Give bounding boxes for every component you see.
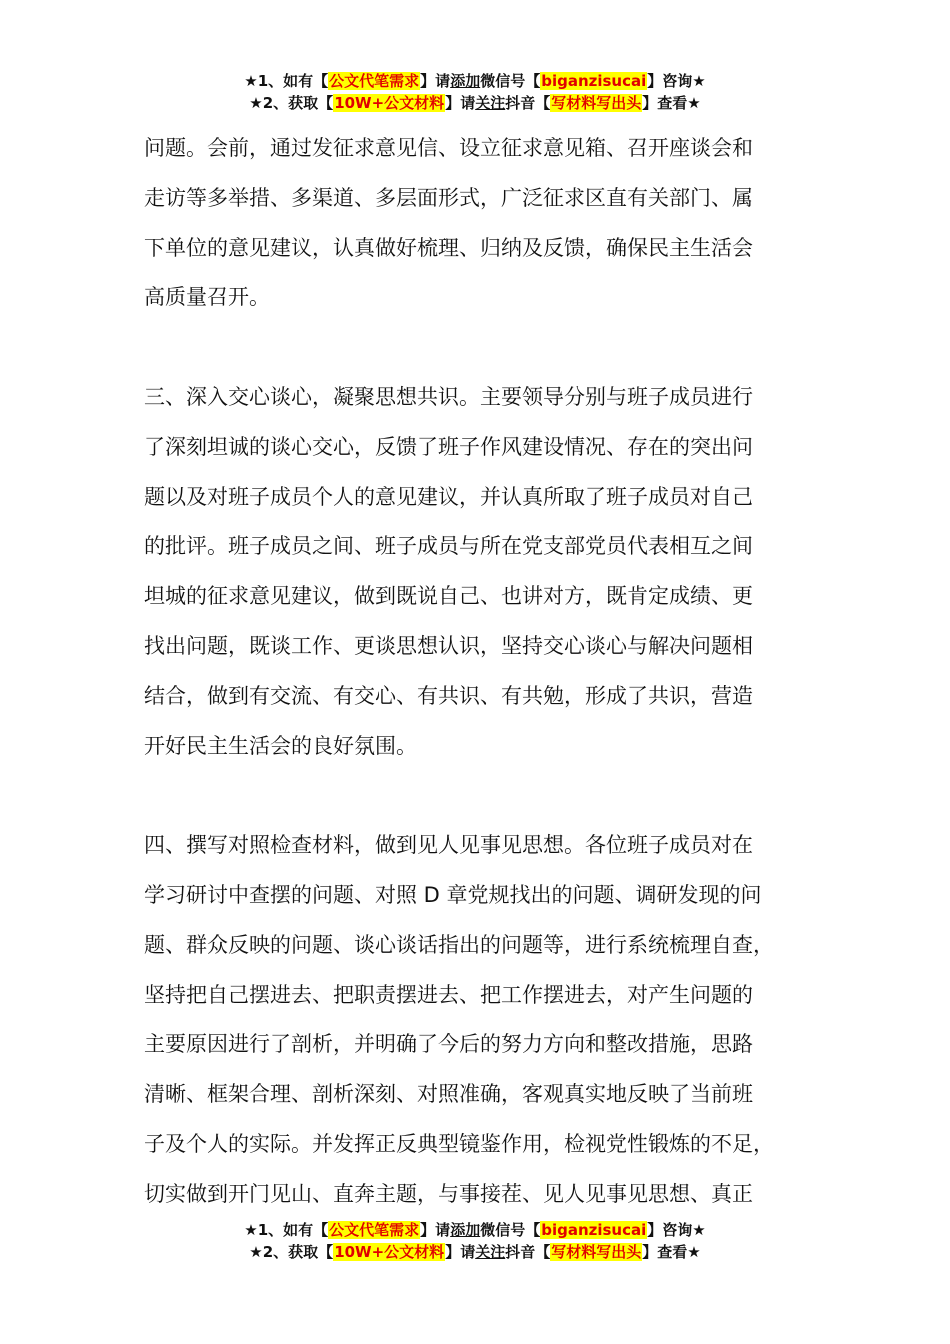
banner-douyin-id: 写材料写出头 bbox=[551, 1243, 642, 1261]
banner-text: 抖音【 bbox=[505, 94, 551, 112]
text-line: 下单位的意见建议，认真做好梳理、归纳及反馈，确保民主生活会 bbox=[144, 235, 753, 260]
header-banner bbox=[0, 70, 950, 114]
text-line: 四、撰写对照检查材料，做到见人见事见思想。各位班子成员对在 bbox=[144, 833, 753, 858]
banner-line-1 bbox=[0, 70, 950, 92]
banner-text: ★2、获取【 bbox=[249, 1243, 334, 1261]
text-line: 学习研讨中查摆的问题、对照 D 章党规找出的问题、调研发现的问 bbox=[144, 882, 762, 907]
banner-highlight: 公文代笔需求 bbox=[329, 72, 420, 90]
document-body bbox=[144, 124, 834, 1220]
banner-line-2 bbox=[0, 92, 950, 114]
banner-highlight: 10W+公文材料 bbox=[334, 94, 445, 112]
text-line: 主要原因进行了剖析，并明确了今后的努力方向和整改措施，思路 bbox=[144, 1032, 753, 1057]
banner-text: ★2、获取【 bbox=[249, 94, 334, 112]
text-line: 题以及对班子成员个人的意见建议，并认真所取了班子成员对自己 bbox=[144, 484, 753, 509]
banner-text: 】查看★ bbox=[642, 1243, 701, 1261]
banner-wechat-id: biganzisucai bbox=[541, 1221, 647, 1239]
banner-text: 】请 bbox=[445, 1243, 476, 1261]
banner-text: 】咨询★ bbox=[647, 72, 706, 90]
paragraph-3 bbox=[144, 821, 834, 1219]
banner-underlined: 添加 bbox=[450, 1221, 481, 1239]
banner-text: 】请 bbox=[420, 1221, 451, 1239]
text-line: 清晰、框架合理、剖析深刻、对照准确，客观真实地反映了当前班 bbox=[144, 1082, 753, 1107]
text-line: 题、群众反映的问题、谈心谈话指出的问题等，进行系统梳理自查， bbox=[144, 932, 774, 957]
text-line: 坚持把自己摆进去、把职责摆进去、把工作摆进去，对产生问题的 bbox=[144, 982, 753, 1007]
banner-text: 抖音【 bbox=[505, 1243, 551, 1261]
banner-underlined: 添加 bbox=[450, 72, 481, 90]
text-line: 子及个人的实际。并发挥正反典型镜鉴作用，检视党性锻炼的不足， bbox=[144, 1131, 774, 1156]
paragraph-1 bbox=[144, 124, 834, 323]
paragraph-2 bbox=[144, 373, 834, 771]
banner-text: 】咨询★ bbox=[647, 1221, 706, 1239]
text-line: 问题。会前，通过发征求意见信、设立征求意见箱、召开座谈会和 bbox=[144, 136, 753, 160]
banner-text: 微信号【 bbox=[480, 1221, 541, 1239]
banner-highlight: 公文代笔需求 bbox=[329, 1221, 420, 1239]
banner-line-1 bbox=[0, 1219, 950, 1241]
banner-text: 】查看★ bbox=[642, 94, 701, 112]
banner-text: 】请 bbox=[420, 72, 451, 90]
banner-underlined: 关注 bbox=[475, 1243, 506, 1261]
banner-highlight: 10W+公文材料 bbox=[334, 1243, 445, 1261]
banner-text: 微信号【 bbox=[480, 72, 541, 90]
text-line: 走访等多举措、多渠道、多层面形式，广泛征求区直有关部门、属 bbox=[144, 185, 753, 210]
banner-douyin-id: 写材料写出头 bbox=[551, 94, 642, 112]
banner-wechat-id: biganzisucai bbox=[541, 72, 647, 90]
text-line: 找出问题，既谈工作、更谈思想认识，坚持交心谈心与解决问题相 bbox=[144, 633, 753, 658]
text-line: 坦城的征求意见建议，做到既说自己、也讲对方，既肯定成绩、更 bbox=[144, 584, 753, 609]
text-line: 开好民主生活会的良好氛围。 bbox=[144, 733, 417, 758]
banner-text: ★1、如有【 bbox=[244, 1221, 329, 1239]
text-line: 的批评。班子成员之间、班子成员与所在党支部党员代表相互之间 bbox=[144, 534, 753, 559]
text-line: 切实做到开门见山、直奔主题，与事接茬、见人见事见思想、真正 bbox=[144, 1181, 753, 1206]
text-line: 三、深入交心谈心，凝聚思想共识。主要领导分别与班子成员进行 bbox=[144, 384, 753, 409]
text-line: 高质量召开。 bbox=[144, 285, 270, 310]
paragraph-gap bbox=[144, 323, 834, 373]
text-line: 了深刻坦诚的谈心交心，反馈了班子作风建设情况、存在的突出问 bbox=[144, 434, 753, 459]
footer-banner bbox=[0, 1219, 950, 1263]
paragraph-gap bbox=[144, 771, 834, 821]
banner-text: 】请 bbox=[445, 94, 476, 112]
text-line: 结合，做到有交流、有交心、有共识、有共勉，形成了共识，营造 bbox=[144, 683, 753, 708]
banner-text: ★1、如有【 bbox=[244, 72, 329, 90]
banner-underlined: 关注 bbox=[475, 94, 506, 112]
banner-line-2 bbox=[0, 1241, 950, 1263]
